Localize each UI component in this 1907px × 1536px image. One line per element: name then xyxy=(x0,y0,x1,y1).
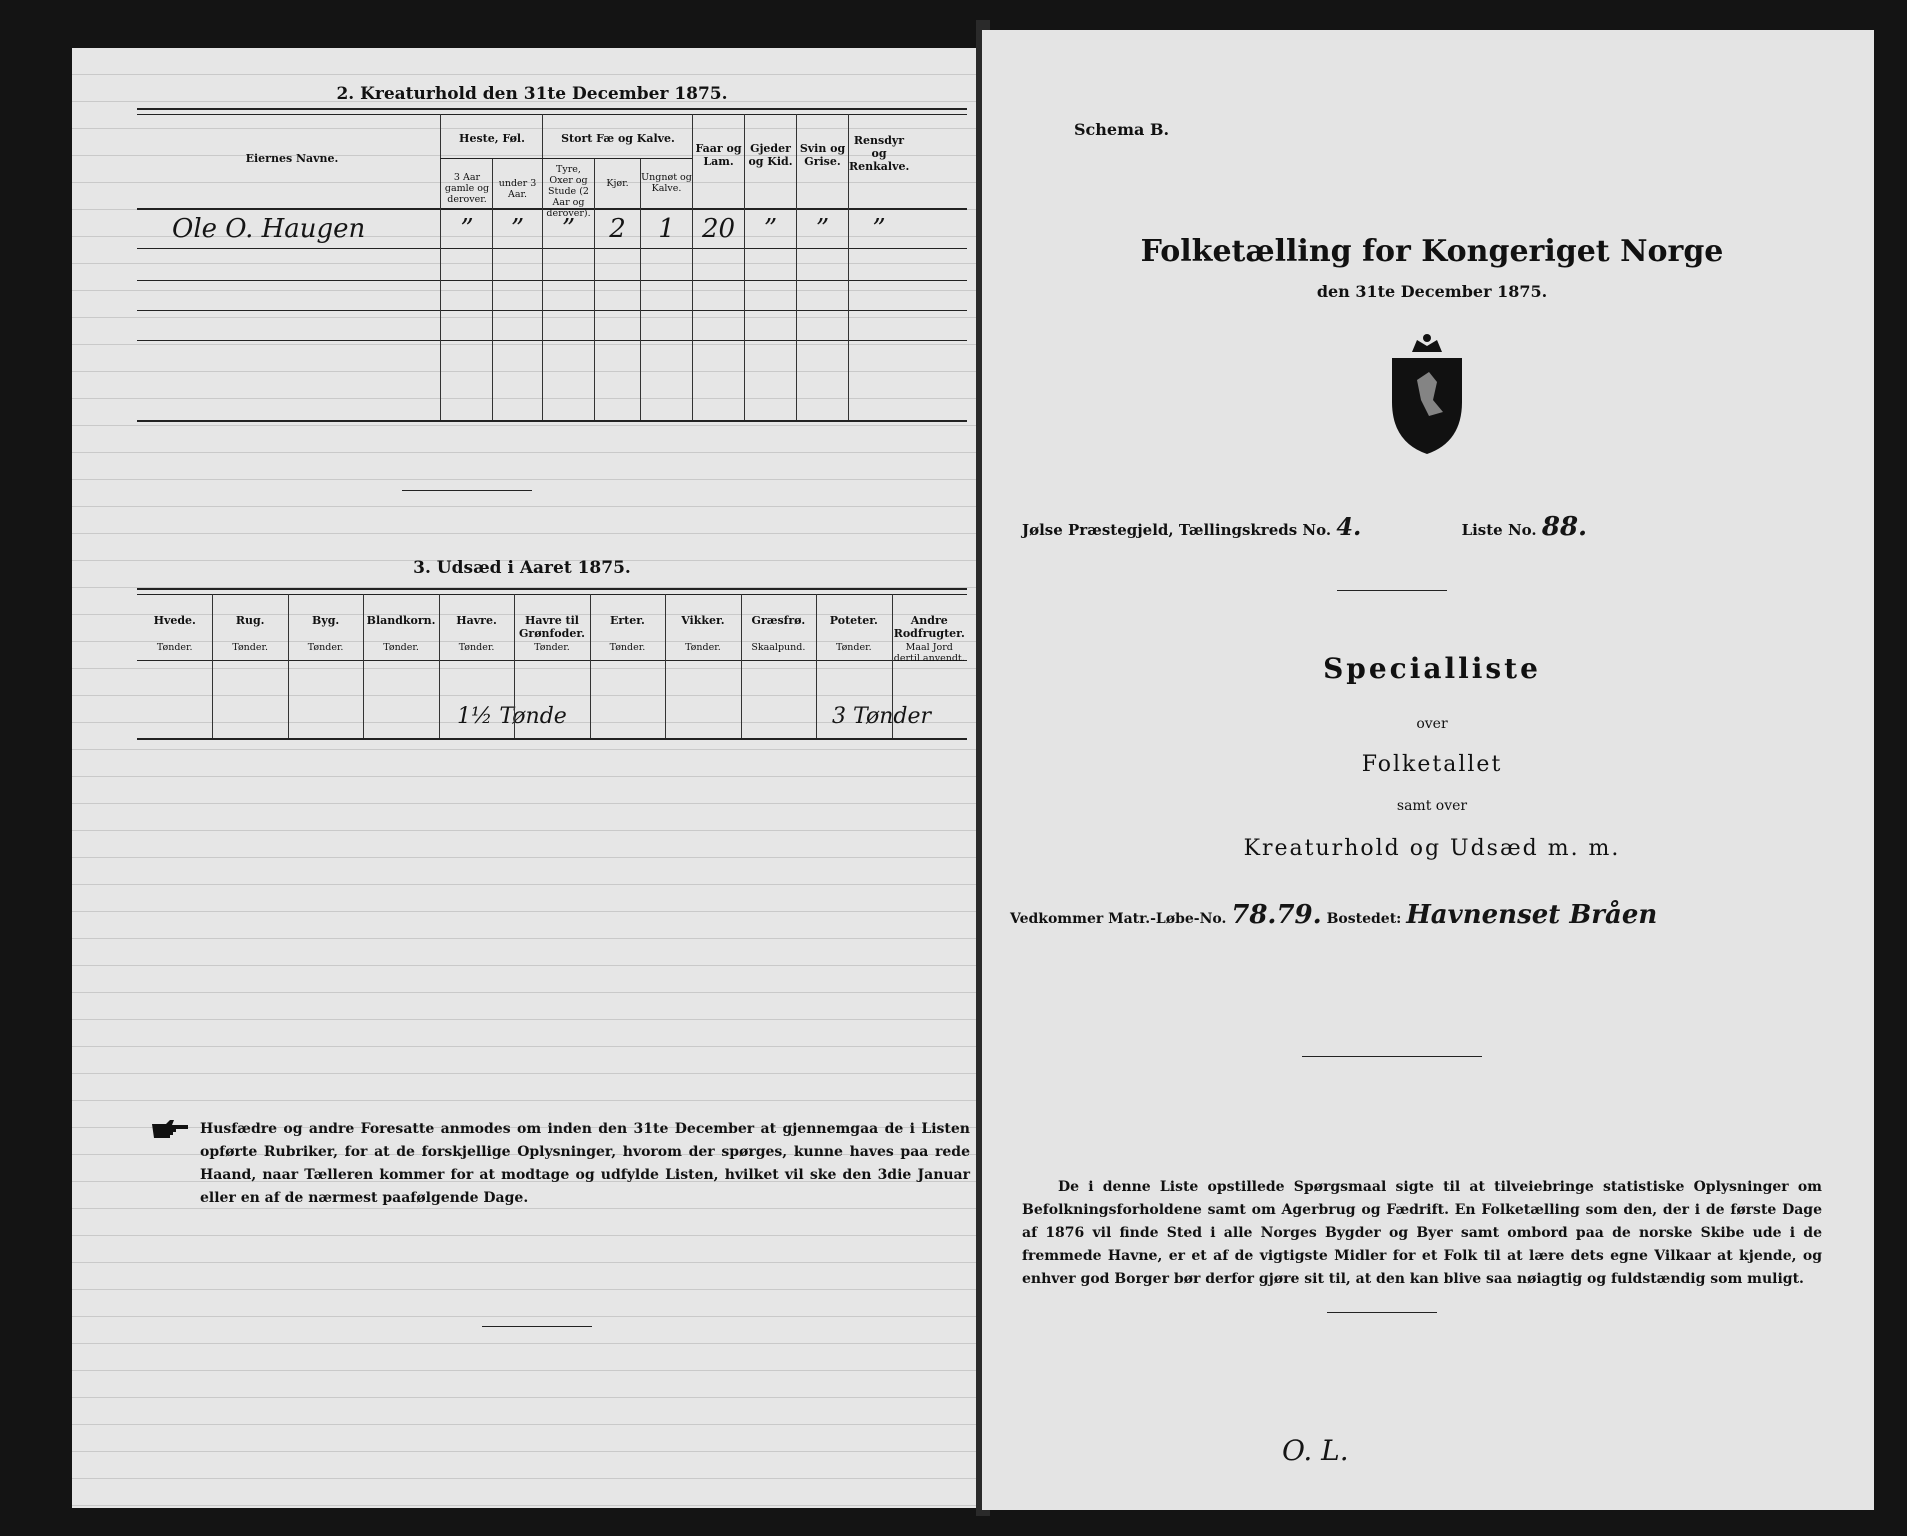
udsaed-unit: Tønder. xyxy=(383,642,419,653)
udsaed-unit: Tønder. xyxy=(685,642,721,653)
header-heste: Heste, Føl. xyxy=(459,132,525,145)
table3-col-rule xyxy=(741,594,742,738)
udsaed-header: Rug. xyxy=(235,614,265,627)
samt-over-label: samt over xyxy=(1396,798,1468,814)
table2-row-rule xyxy=(137,340,967,341)
table3-bottom-rule xyxy=(137,738,967,740)
matr-label: Vedkommer Matr.-Løbe-No. xyxy=(1010,911,1227,927)
bottom-rule xyxy=(482,1326,592,1327)
table2-top-rule xyxy=(137,108,967,110)
right-page xyxy=(982,30,1874,1510)
header-faar: Faar og Lam. xyxy=(695,142,742,168)
udsaed-unit: Tønder. xyxy=(458,642,495,653)
table2-col-rule xyxy=(542,114,543,420)
udsaed-unit: Tønder. xyxy=(307,642,344,653)
udsaed-header: Byg. xyxy=(312,614,340,627)
udsaed-unit: Tønder. xyxy=(156,642,193,653)
table2-row-rule xyxy=(137,280,967,281)
table2-row-rule xyxy=(137,248,967,249)
matr-no: 78.79. xyxy=(1231,900,1322,930)
udsaed-header: Poteter. xyxy=(829,614,878,627)
notice-text: Husfædre og andre Foresatte anmodes om inden den 31te December at gjennemgaa de i Listen opførte Rubriker, for at de forskjellige Oplysninger, hvorom der spørges, kunne haves paa rede Haand, naar Tælleren kommer for at modtage og udfylde Listen, hvilket vil ske den 3die Januar eller en af de nærmest paafølgende Dage. xyxy=(200,1121,970,1206)
main-title: Folketælling for Kongeriget Norge xyxy=(1140,234,1724,269)
table3-top-rule-2 xyxy=(137,594,967,595)
table3-top-rule xyxy=(137,588,967,590)
table3-col-rule xyxy=(363,594,364,738)
table3-col-rule xyxy=(439,594,440,738)
gjeder-value: ” xyxy=(763,214,778,244)
udsaed-unit: Skaalpund. xyxy=(751,642,806,653)
separator-rule xyxy=(402,490,532,491)
liste-no: 88. xyxy=(1541,512,1588,542)
kreaturhold-title: 2. Kreaturhold den 31te December 1875. xyxy=(336,84,728,104)
header-svin: Svin og Grise. xyxy=(799,142,846,168)
table2-top-rule-2 xyxy=(137,114,967,115)
header-gjeder: Gjeder og Kid. xyxy=(748,142,793,168)
header-tyre: Tyre, Oxer og Stude (2 Aar og derover). xyxy=(546,164,591,219)
udsaed-header: Havre til Grønfoder. xyxy=(519,614,585,640)
heste-old-value: ” xyxy=(460,214,474,244)
owner-name: Ole O. Haugen xyxy=(172,214,366,244)
table3-col-rule xyxy=(892,594,893,738)
table2-col-rule xyxy=(594,158,595,420)
faar-value: 20 xyxy=(701,214,736,244)
udsaed-header: Hvede. xyxy=(153,614,196,627)
table3-col-rule xyxy=(288,594,289,738)
norway-coat-of-arms-icon xyxy=(1372,330,1482,460)
over-label: over xyxy=(1416,716,1448,732)
udsaed-unit: Maal Jord dertil anvendt. xyxy=(893,642,965,664)
matr-line xyxy=(1010,900,1860,930)
signature: O. L. xyxy=(1282,1434,1349,1467)
udsaed-header: Havre. xyxy=(456,614,497,627)
bostedet-label: Bostedet: xyxy=(1326,911,1402,927)
kjør-value: 2 xyxy=(609,214,626,244)
stort-group-rule xyxy=(542,158,692,159)
svin-value: ” xyxy=(815,214,830,244)
header-heste-old: 3 Aar gamle og derover. xyxy=(444,172,490,205)
udsaed-unit: Tønder. xyxy=(232,642,269,653)
header-ungnøt: Ungnøt og Kalve. xyxy=(641,172,692,194)
table3-col-rule xyxy=(212,594,213,738)
header-owner: Eiernes Navne. xyxy=(245,152,339,165)
table3-header-rule xyxy=(137,660,967,661)
prestegjeld-line xyxy=(1022,512,1862,542)
liste-label: Liste No. xyxy=(1461,521,1537,539)
right-separator xyxy=(1337,590,1447,591)
table3-col-rule xyxy=(514,594,515,738)
schema-label: Schema B. xyxy=(1074,120,1170,139)
udsaed-header: Erter. xyxy=(610,614,645,627)
heste-young-value: ” xyxy=(510,214,525,244)
rensdyr-value: ” xyxy=(872,214,886,244)
header-stort: Stort Fæ og Kalve. xyxy=(561,132,675,145)
specialliste-title: Specialliste xyxy=(1323,652,1541,685)
table2-row-rule xyxy=(137,310,967,311)
udsaed-unit: Tønder. xyxy=(835,642,872,653)
table2-col-rule xyxy=(440,114,441,420)
table3-col-rule xyxy=(816,594,817,738)
pointing-hand-icon xyxy=(150,1118,190,1144)
tyre-value: ” xyxy=(561,214,576,244)
table2-bottom-rule xyxy=(137,420,967,422)
udsaed-unit: Tønder. xyxy=(534,642,570,653)
udsaed-title: 3. Udsæd i Aaret 1875. xyxy=(413,558,631,578)
info-paragraph: De i denne Liste opstillede Spørgsmaal sigte til at tilveiebringe statistiske Oplysninger om Befolkningsforholdene samt om Agerbrug og Fædrift. En Folketælling som den, der i de første Dage af 1876 vil finde Sted i alle Norges Bygder og Byer samt ombord paa de norske Skibe ude i de fremmede Havne, er et af de vigtigste Midler for et Folk til at lære dets egne Vilkaar at kjende, og enhver god Borger bør derfor gjøre sit til, at den kan blive saa nøiagtig og fuldstændig som muligt. xyxy=(1022,1179,1822,1287)
udsaed-header: Andre Rodfrugter. xyxy=(893,614,965,640)
table3-col-rule xyxy=(665,594,666,738)
havre-value: 1½ Tønde xyxy=(457,704,567,729)
date-line: den 31te December 1875. xyxy=(1316,282,1548,301)
heste-group-rule xyxy=(440,158,542,159)
udsaed-header: Græsfrø. xyxy=(751,614,806,627)
prestegjeld-name: Jølse xyxy=(1022,521,1063,539)
udsaed-unit: Tønder. xyxy=(609,642,646,653)
right-separator-2 xyxy=(1302,1056,1482,1057)
bostedet-value: Havnenset Bråen xyxy=(1406,900,1658,930)
ungnøt-value: 1 xyxy=(658,214,675,244)
header-heste-young: under 3 Aar. xyxy=(498,178,537,200)
prestegjeld-label: Præstegjeld, xyxy=(1068,521,1174,539)
right-separator-3 xyxy=(1327,1312,1437,1313)
folketallet-label: Folketallet xyxy=(1361,752,1503,777)
left-page xyxy=(72,48,982,1508)
udsaed-header: Blandkorn. xyxy=(366,614,436,627)
table2-col-rule xyxy=(640,158,641,420)
table3-col-rule xyxy=(590,594,591,738)
kreds-label: Tællingskreds No. xyxy=(1178,521,1332,539)
header-rensdyr: Rensdyr og Renkalve. xyxy=(849,134,910,173)
header-kjør: Kjør. xyxy=(606,178,629,189)
poteter-value: 3 Tønder xyxy=(832,704,931,729)
kreds-no: 4. xyxy=(1336,512,1362,541)
kreaturhold-label: Kreaturhold og Udsæd m. m. xyxy=(1243,836,1621,861)
udsaed-header: Vikker. xyxy=(681,614,725,627)
